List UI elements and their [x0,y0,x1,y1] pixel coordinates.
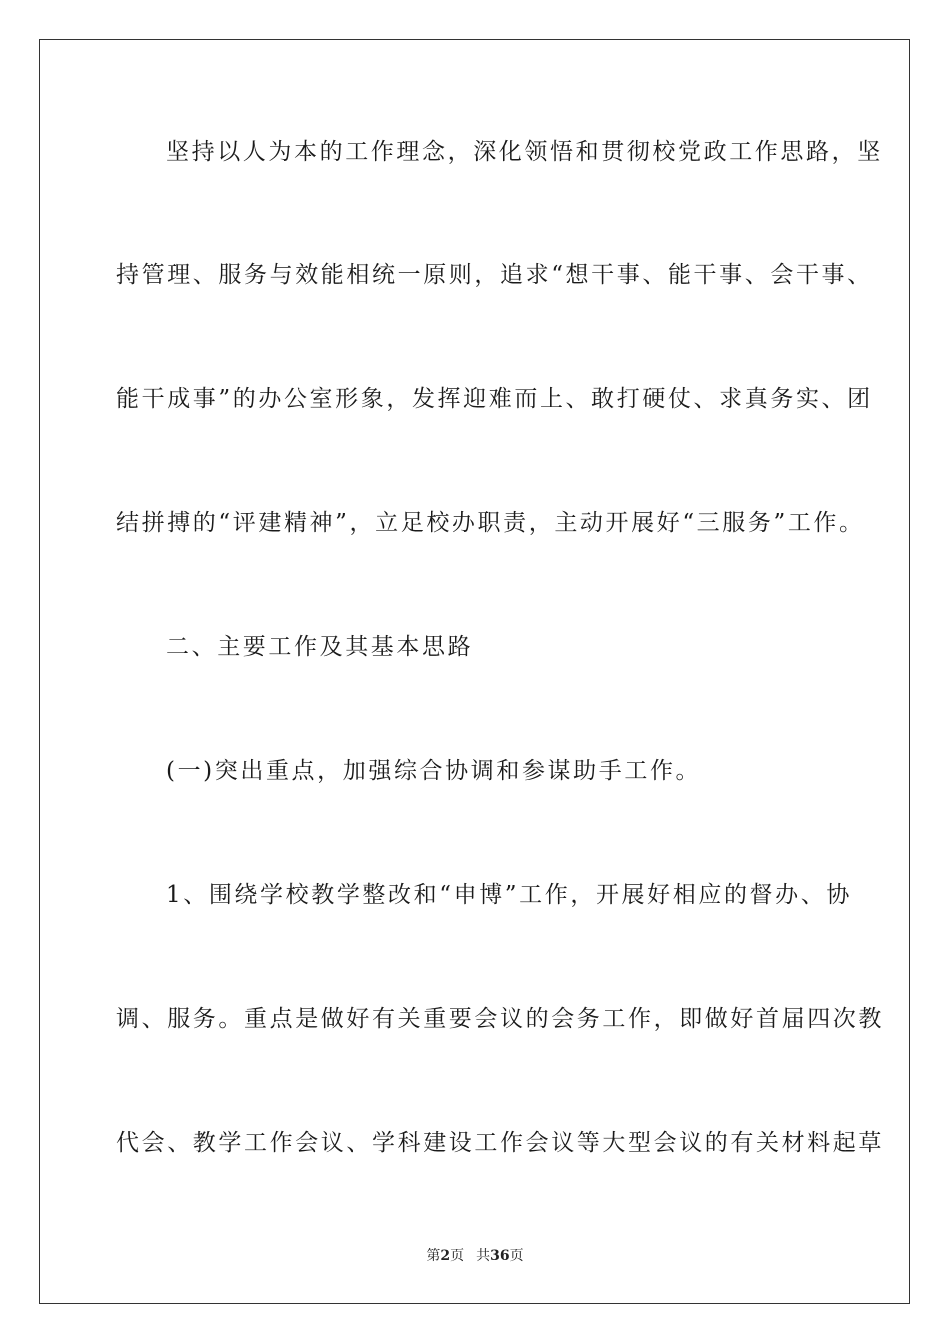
page-border [39,39,910,1304]
page-prefix: 第 [426,1248,441,1264]
page-footer [0,1246,950,1266]
paragraph-line-7: 1、围绕学校教学整改和“申博”工作，开展好相应的督办、协 [166,882,852,908]
page-current-number: 2 [440,1248,451,1264]
paragraph-line-8: 调、服务。重点是做好有关重要会议的会务工作，即做好首届四次教 [116,1006,884,1032]
paragraph-line-1: 坚持以人为本的工作理念，深化领悟和贯彻校党政工作思路，坚 [166,139,883,165]
page-suffix: 页 [450,1248,465,1264]
paragraph-line-2: 持管理、服务与效能相统一原则，追求“想干事、能干事、会干事、 [116,262,873,288]
paragraph-line-4: 结拼搏的“评建精神”，立足校办职责，主动开展好“三服务”工作。 [116,510,865,536]
subsection-heading: (一)突出重点，加强综合协调和参谋助手工作。 [166,758,702,784]
paragraph-line-3: 能干成事”的办公室形象，发挥迎难而上、敢打硬仗、求真务实、团 [116,386,873,412]
page-total-number: 36 [490,1248,510,1264]
total-prefix: 共 [476,1248,491,1264]
total-suffix: 页 [509,1248,524,1264]
section-heading: 二、主要工作及其基本思路 [166,634,474,660]
paragraph-line-9: 代会、教学工作会议、学科建设工作会议等大型会议的有关材料起草 [116,1130,884,1156]
